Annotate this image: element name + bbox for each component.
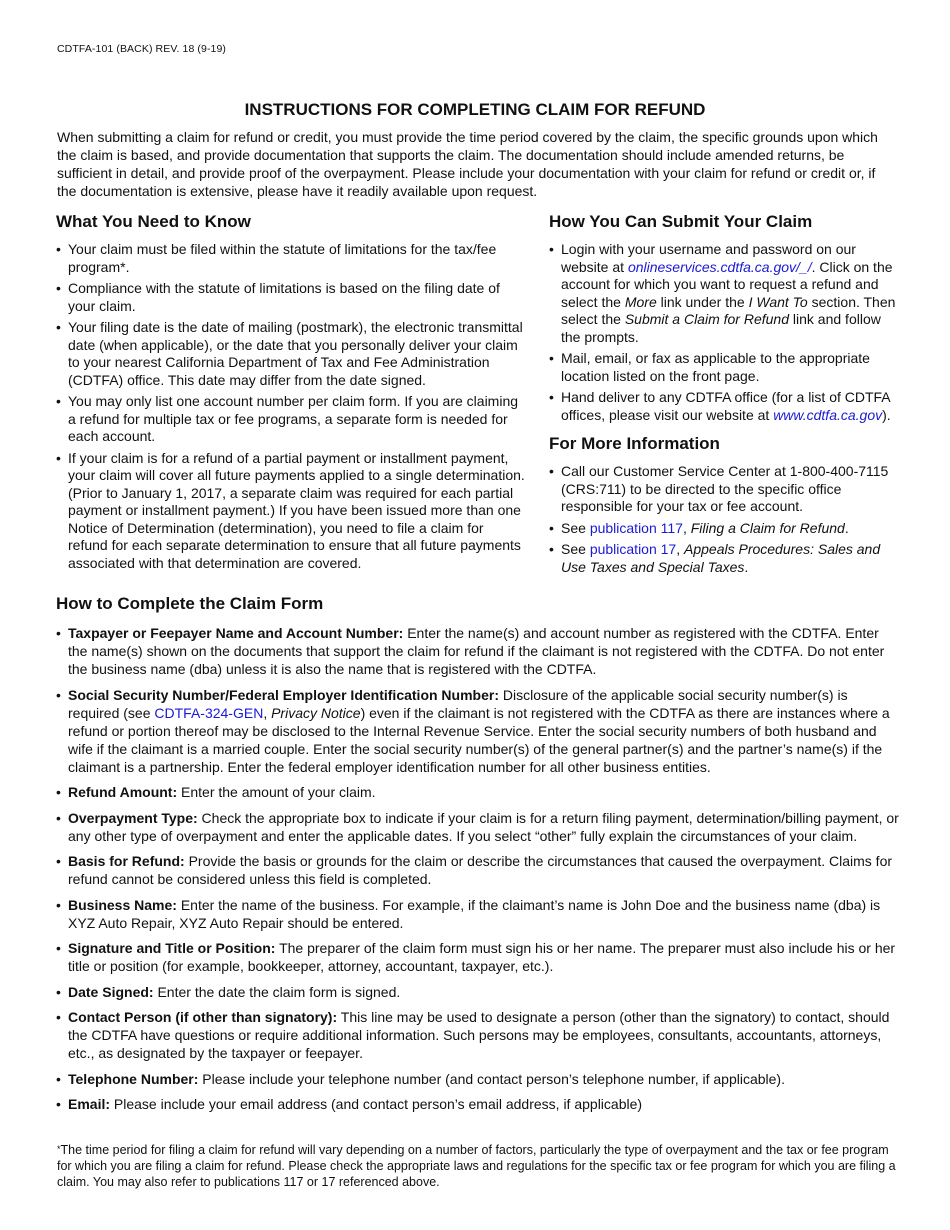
list-item: • Your filing date is the date of mailing (postmark), the electronic transmittal date (when applicable), or the date that you personally deliver your claim to your nearest California Department of Tax and Fee Administration (CDTFA) office. This date may differ from the date signed. [56, 319, 526, 389]
more-information-heading: For More Information [549, 434, 720, 453]
list-item: • Basis for Refund: Provide the basis or grounds for the claim or describe the circumstances that caused the overpayment. Claims for refund cannot be considered unless this field is completed. [56, 852, 901, 888]
list-item: • Refund Amount: Enter the amount of your claim. [56, 783, 901, 801]
form-id: CDTFA-101 (BACK) REV. 18 (9-19) [57, 43, 227, 55]
list-item: • If your claim is for a refund of a partial payment or installment payment, your claim will cover all future payments applied to a single determination. (Prior to January 1, 2017, a separate claim was required for each partial payment or installment payment.) If you have been issued more than one Notice of Determination (determination), you need to file a claim for refund for each separate determination to ensure that all future payments associated with that determination are covered. [56, 450, 526, 573]
list-item: • Date Signed: Enter the date the claim form is signed. [56, 983, 901, 1001]
list-item: • Overpayment Type: Check the appropriate box to indicate if your claim is for a return filing payment, determination/billing payment, or any other type of overpayment and enter the applicable dates. If you select “other” fully explain the circumstances of your claim. [56, 809, 901, 845]
list-item: • Hand deliver to any CDTFA office (for a list of CDTFA offices, please visit our website at www.cdtfa.ca.gov). [549, 389, 899, 424]
need-to-know-list [56, 241, 526, 572]
list-item: • Your claim must be filed within the statute of limitations for the tax/fee program*. [56, 241, 526, 276]
publication-117-link[interactable]: publication 117 [589, 519, 683, 536]
what-you-need-to-know-section [56, 212, 526, 576]
list-item: • Login with your username and password on our website at onlineservices.cdtfa.ca.gov/_/. Click on the account for which you want to request a refund and select the More link under the I Want To section. Then select the Submit a Claim for Refund link and follow the prompts. [549, 241, 899, 346]
online-services-link[interactable]: onlineservices.cdtfa.ca.gov/_/ [627, 258, 812, 275]
list-item: • Telephone Number: Please include your telephone number (and contact person’s telephone number, if applicable). [56, 1070, 901, 1088]
how-to-complete-heading: How to Complete the Claim Form [56, 594, 324, 613]
list-item: • Business Name: Enter the name of the business. For example, if the claimant’s name is John Doe and the business name (dba) is XYZ Auto Repair, XYZ Auto Repair should be entered. [56, 896, 901, 932]
how-to-complete-section [56, 594, 901, 1121]
footnote-text: The time period for filing a claim for refund will vary depending on a number of factors, particularly the type of overpayment and the tax or fee program for which you are filing a claim for refund. Please check the appropriate laws and regulations for the specific tax or fee program for which you are filing a claim. You may also refer to publications 117 or 17 referenced above. [57, 1143, 896, 1189]
publication-17-link[interactable]: publication 17 [589, 541, 677, 557]
cdtfa-324-gen-link[interactable]: CDTFA-324-GEN [154, 704, 264, 721]
submit-list [549, 241, 899, 424]
list-item: • Email: Please include your email address (and contact person’s email address, if applicable) [56, 1095, 901, 1113]
list-item: • Contact Person (if other than signatory): This line may be used to designate a person (other than the signatory) to contact, should the CDTFA have questions or require additional information. Such persons may be employees, consultants, accountants, attorneys, etc., as designated by the taxpayer or feepayer. [56, 1008, 901, 1062]
intro-paragraph: When submitting a claim for refund or credit, you must provide the time period covered by the claim, the specific grounds upon which the claim is based, and provide documentation that supports the claim. The documentation should include amended returns, be sufficient in detail, and provide proof of the overpayment. Please include your documentation with your claim for refund or credit or, if the documentation is extensive, please have it readily available upon request. [57, 129, 878, 199]
list-item: • Mail, email, or fax as applicable to the appropriate location listed on the front page. [549, 350, 899, 385]
list-item: • Taxpayer or Feepayer Name and Account Number: Enter the name(s) and account number as registered with the CDTFA. Enter the name(s) shown on the documents that support the claim for refund if the claimant is not registered with the CDTFA. Do not enter the business name (dba) unless it is also the name that is registered with the CDTFA. [56, 624, 901, 678]
list-item: • See publication 17, Appeals Procedures: Sales and Use Taxes and Special Taxes. [549, 541, 899, 576]
more-info-list [549, 463, 899, 576]
footnote [57, 1142, 902, 1190]
cdtfa-website-link[interactable]: www.cdtfa.ca.gov [773, 406, 883, 423]
list-item: • Social Security Number/Federal Employer Identification Number: Disclosure of the applicable social security number(s) is required (see CDTFA-324-GEN, Privacy Notice) even if the claimant is not registered with the CDTFA as there are instances where a refund or portion thereof may be disclosed to the Internal Revenue Service. Enter the social security numbers of both husband and wife if the claimant is a married couple. Enter the social security number(s) of the general partner(s) and the partner’s name(s) if the claimant is a partnership. Enter the federal employer identification number for all other business entities. [56, 686, 901, 776]
how-to-list [56, 624, 901, 1113]
footnote-marker: * [57, 1144, 61, 1154]
submit-claim-heading: How You Can Submit Your Claim [549, 212, 813, 231]
list-item: • Signature and Title or Position: The preparer of the claim form must sign his or her name. The preparer must also include his or her title or position (for example, bookkeeper, attorney, accountant, taxpayer, etc.). [56, 939, 901, 975]
list-item: • Compliance with the statute of limitations is based on the filing date of your claim. [56, 280, 526, 315]
what-you-need-to-know-heading: What You Need to Know [56, 212, 251, 231]
submit-claim-section [549, 212, 899, 580]
page-title: INSTRUCTIONS FOR COMPLETING CLAIM FOR REFUND [244, 100, 706, 119]
list-item: • See publication 117, Filing a Claim for Refund. [549, 520, 899, 538]
list-item: • Call our Customer Service Center at 1-800-400-7115 (CRS:711) to be directed to the specific office responsible for your tax or fee account. [549, 463, 899, 516]
list-item: • You may only list one account number per claim form. If you are claiming a refund for multiple tax or fee programs, a separate form is needed for each account. [56, 393, 526, 446]
